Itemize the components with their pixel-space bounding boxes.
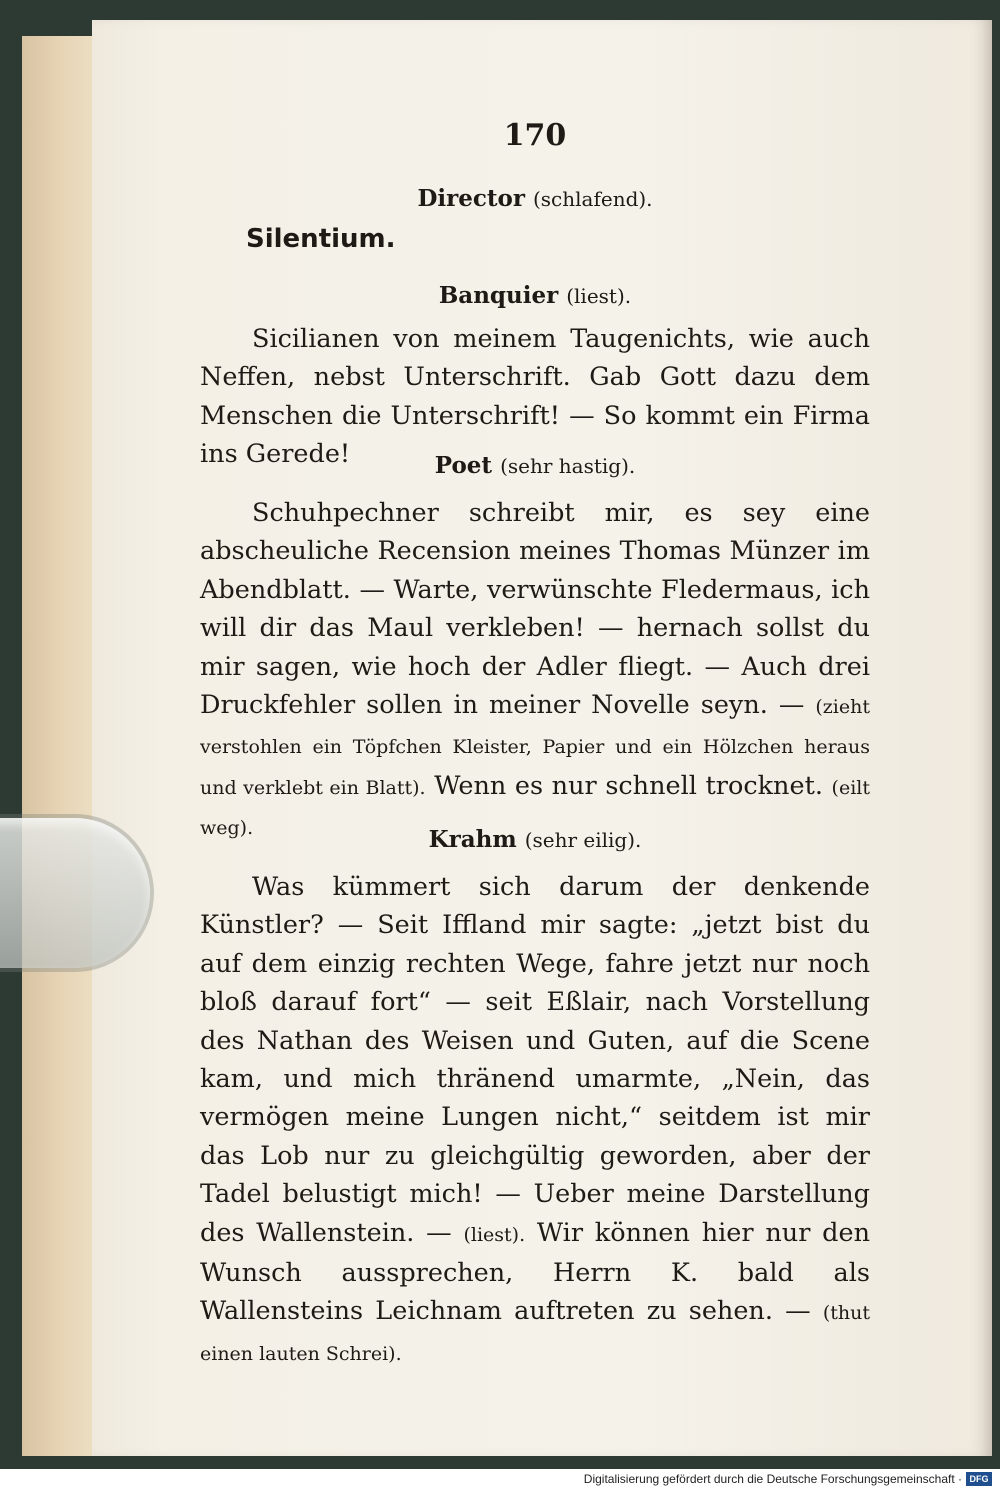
stage-direction: (liest). bbox=[463, 1223, 526, 1246]
paragraph-banquier: Sicilianen von meinem Taugenichts, wie auch Neffen, nebst Unterschrift. Gab Gott dazu dem Menschen die Unterschrift! — So kommt ein Firma ins Gerede! bbox=[200, 324, 870, 470]
speaker-poet bbox=[200, 452, 870, 479]
speaker-name: Director bbox=[417, 185, 525, 212]
speaker-name: Banquier bbox=[438, 282, 559, 309]
speaker-note: (sehr eilig). bbox=[524, 828, 642, 852]
speaker-note: (liest). bbox=[566, 284, 632, 308]
speaker-director bbox=[200, 185, 870, 212]
footer-bar bbox=[0, 1469, 1000, 1489]
poet-speech-continued: Wenn es nur schnell trocknet. bbox=[434, 770, 823, 801]
paragraph-krahm bbox=[200, 868, 870, 1373]
page-number: 170 bbox=[503, 118, 567, 153]
krahm-speech-continued: Wir können hier nur den Wunsch aussprechen, Herrn K. bald als Wallensteins Leichnam auftreten zu sehen. — bbox=[200, 1217, 871, 1327]
speaker-name: Krahm bbox=[428, 826, 517, 853]
stage-direction: (eilt weg). bbox=[200, 776, 870, 840]
paragraph-poet bbox=[200, 494, 870, 848]
funding-notice: Digitalisierung gefördert durch die Deutsche Forschungsgemeinschaft · bbox=[583, 1472, 962, 1486]
dfg-logo-icon: DFG bbox=[966, 1472, 992, 1486]
stage-direction: (zieht verstohlen ein Töpfchen Kleister, Papier und ein Hölzchen heraus und verklebt ein Blatt). bbox=[200, 696, 870, 799]
krahm-speech: Was kümmert sich darum der denkende Künstler? — Seit Iffland mir sagte: „jetzt bist du auf dem einzig rechten Wege, fahre jetzt nur noch bloß darauf fort“ — seit Eßlair, nach Vorstellung des Nathan des Weisen und Guten, auf die Scene kam, und mich thränend umarmte, „Nein, das vermögen meine Lungen nicht,“ seitdem ist mir das Lob nur zu gleichgültig geworden, aber der Tadel belustigt mich! — Ueber meine Darstellung des Wallenstein. — bbox=[200, 872, 870, 1248]
speaker-note: (schlafend). bbox=[532, 187, 653, 211]
silentium-line: Silentium. bbox=[246, 224, 396, 254]
speaker-banquier bbox=[200, 282, 870, 309]
stage-direction: (thut einen lauten Schrei). bbox=[200, 1302, 870, 1365]
speaker-note: (sehr hastig). bbox=[500, 454, 636, 478]
speaker-name: Poet bbox=[434, 452, 493, 479]
speaker-krahm bbox=[200, 826, 870, 853]
plastic-tab-clip-icon bbox=[0, 818, 150, 968]
poet-speech: Schuhpechner schreibt mir, es sey eine abscheuliche Recension meines Thomas Münzer im Abendblatt. — Warte, verwünschte Fledermaus, ich will dir das Maul verkleben! — hernach sollst du mir sagen, wie hoch der Adler fliegt. — Auch drei Druckfehler sollen in meiner Novelle seyn. — bbox=[200, 498, 870, 721]
